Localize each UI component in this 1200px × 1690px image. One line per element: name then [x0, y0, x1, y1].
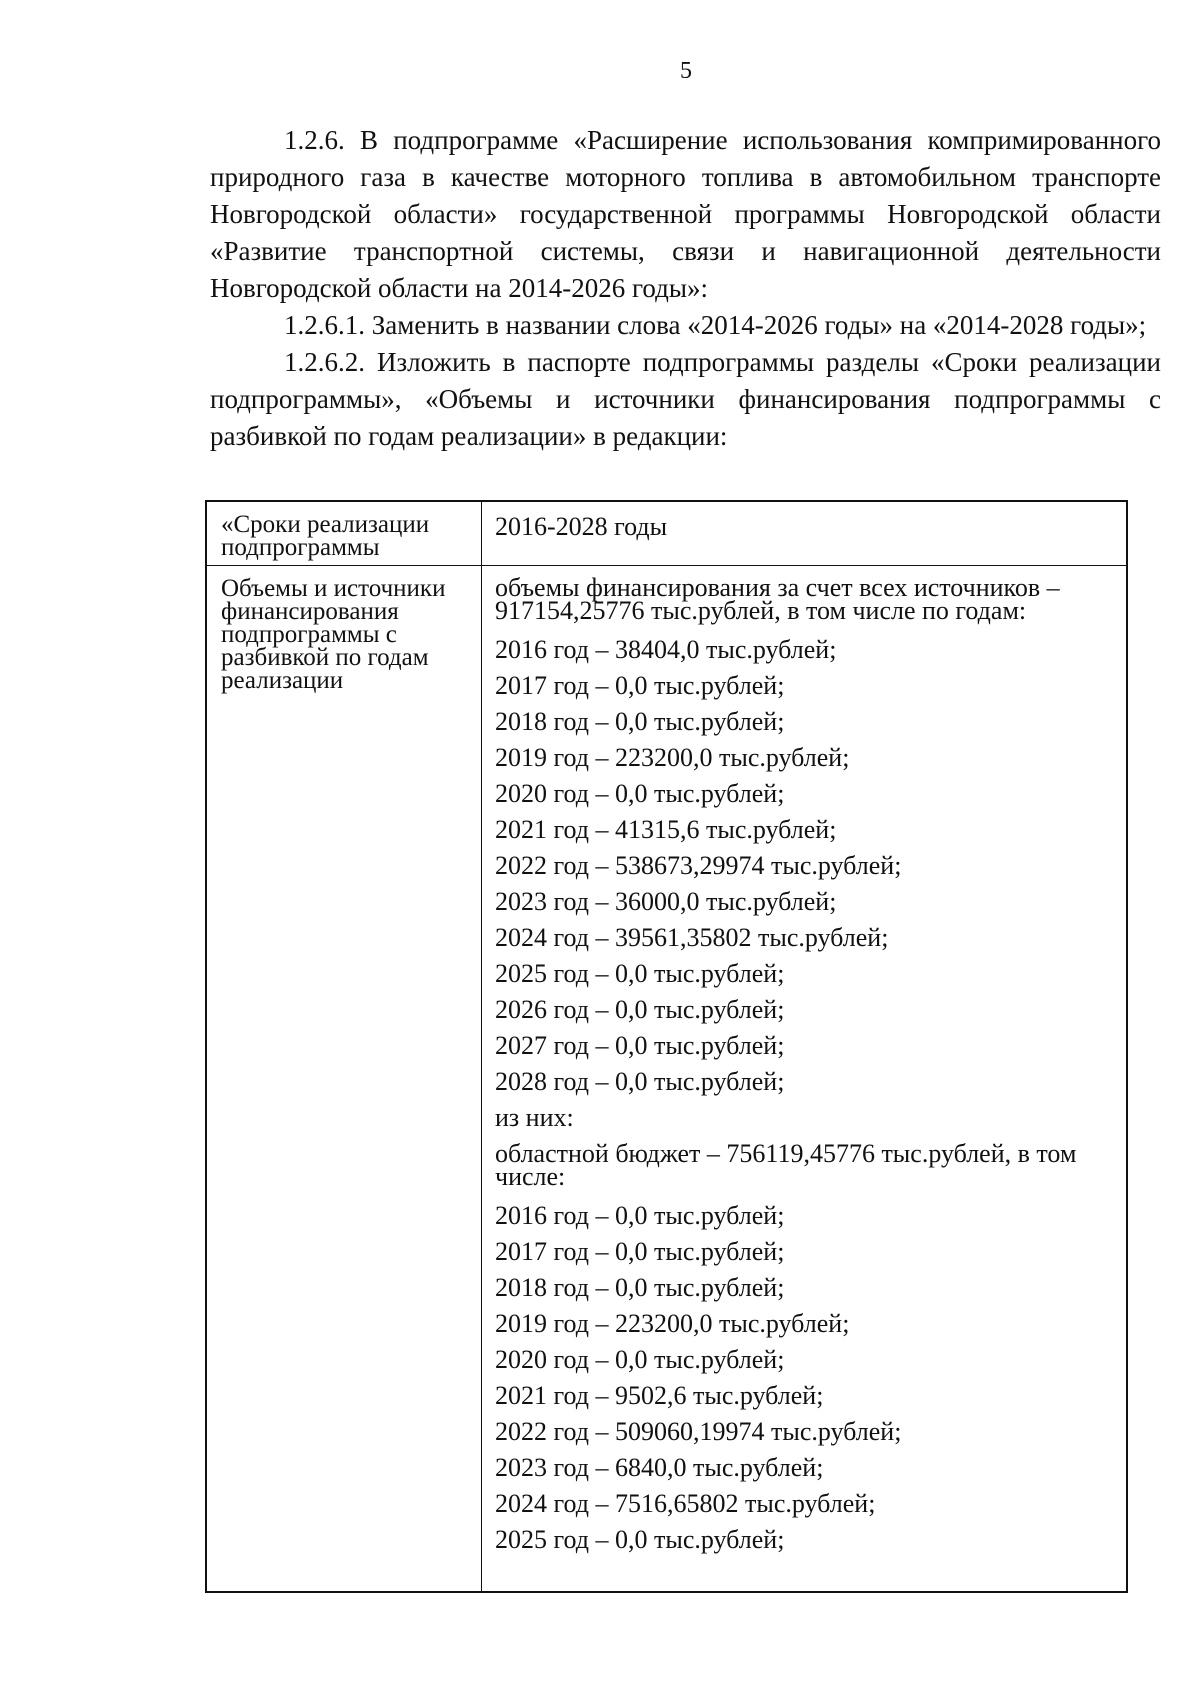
total-year-line: 2018 год – 0,0 тыс.рублей;	[495, 707, 785, 736]
total-year-line: 2020 год – 0,0 тыс.рублей;	[495, 779, 785, 808]
column-divider	[481, 502, 482, 1591]
regional-year-line: 2017 год – 0,0 тыс.рублей;	[495, 1237, 785, 1266]
passport-table	[205, 500, 1128, 1593]
total-year-line: 2028 год – 0,0 тыс.рублей;	[495, 1067, 785, 1096]
total-year-line: 2023 год – 36000,0 тыс.рублей;	[495, 887, 837, 916]
regional-year-line: 2022 год – 509060,19974 тыс.рублей;	[495, 1417, 902, 1446]
regional-year-line: 2020 год – 0,0 тыс.рублей;	[495, 1345, 785, 1374]
regional-year-line: 2025 год – 0,0 тыс.рублей;	[495, 1525, 785, 1554]
regional-year-line: 2023 год – 6840,0 тыс.рублей;	[495, 1453, 824, 1482]
row2-label: Объемы и источники финансирования подпрограммы с разбивкой по годам реализации	[221, 575, 446, 694]
regional-year-line: 2018 год – 0,0 тыс.рублей;	[495, 1273, 785, 1302]
total-year-line: 2024 год – 39561,35802 тыс.рублей;	[495, 923, 889, 952]
of-them-label: из них:	[495, 1103, 574, 1132]
regional-year-line: 2021 год – 9502,6 тыс.рублей;	[495, 1381, 824, 1410]
row2-value	[495, 573, 1120, 1558]
total-year-line: 2026 год – 0,0 тыс.рублей;	[495, 995, 785, 1024]
total-year-line: 2022 год – 538673,29974 тыс.рублей;	[495, 851, 902, 880]
row1-value: 2016-2028 годы	[495, 512, 668, 541]
total-year-line: 2021 год – 41315,6 тыс.рублей;	[495, 815, 837, 844]
row-divider	[207, 565, 1126, 566]
regional-years-list	[495, 1198, 1120, 1558]
total-year-line: 2016 год – 38404,0 тыс.рублей;	[495, 635, 837, 664]
regional-year-line: 2016 год – 0,0 тыс.рублей;	[495, 1201, 785, 1230]
regional-year-line: 2024 год – 7516,65802 тыс.рублей;	[495, 1489, 876, 1518]
paragraph-1-2-6-1: 1.2.6.1. Заменить в названии слова «2014-2026 годы» на «2014-2028 годы»;	[284, 310, 1147, 340]
total-years-list	[495, 632, 1120, 1100]
total-financing-intro: объемы финансирования за счет всех источников – 917154,25776 тыс.рублей, в том числе по годам:	[495, 573, 1060, 625]
total-year-line: 2017 год – 0,0 тыс.рублей;	[495, 671, 785, 700]
page-number: 5	[680, 58, 692, 84]
regional-year-line: 2019 год – 223200,0 тыс.рублей;	[495, 1309, 850, 1338]
body-text	[210, 122, 1161, 455]
paragraph-1-2-6-2: 1.2.6.2. Изложить в паспорте подпрограммы разделы «Сроки реализации подпрограммы», «Объемы и источники финансирования подпрограммы с разбивкой по годам реализации» в редакции:	[210, 347, 1161, 451]
paragraph-1-2-6: 1.2.6. В подпрограмме «Расширение использования компримированного природного газа в качестве моторного топлива в автомобильном транспорте Новгородской области» государственной программы Новгородской области «Развитие транспортной системы, связи и навигационной деятельности Новгородской области на 2014-2026 годы»:	[210, 125, 1161, 303]
total-year-line: 2025 год – 0,0 тыс.рублей;	[495, 959, 785, 988]
regional-budget-intro: областной бюджет – 756119,45776 тыс.рублей, в том числе:	[495, 1139, 1077, 1191]
row1-label: «Сроки реализации подпрограммы	[221, 511, 430, 561]
total-year-line: 2027 год – 0,0 тыс.рублей;	[495, 1031, 785, 1060]
total-year-line: 2019 год – 223200,0 тыс.рублей;	[495, 743, 850, 772]
